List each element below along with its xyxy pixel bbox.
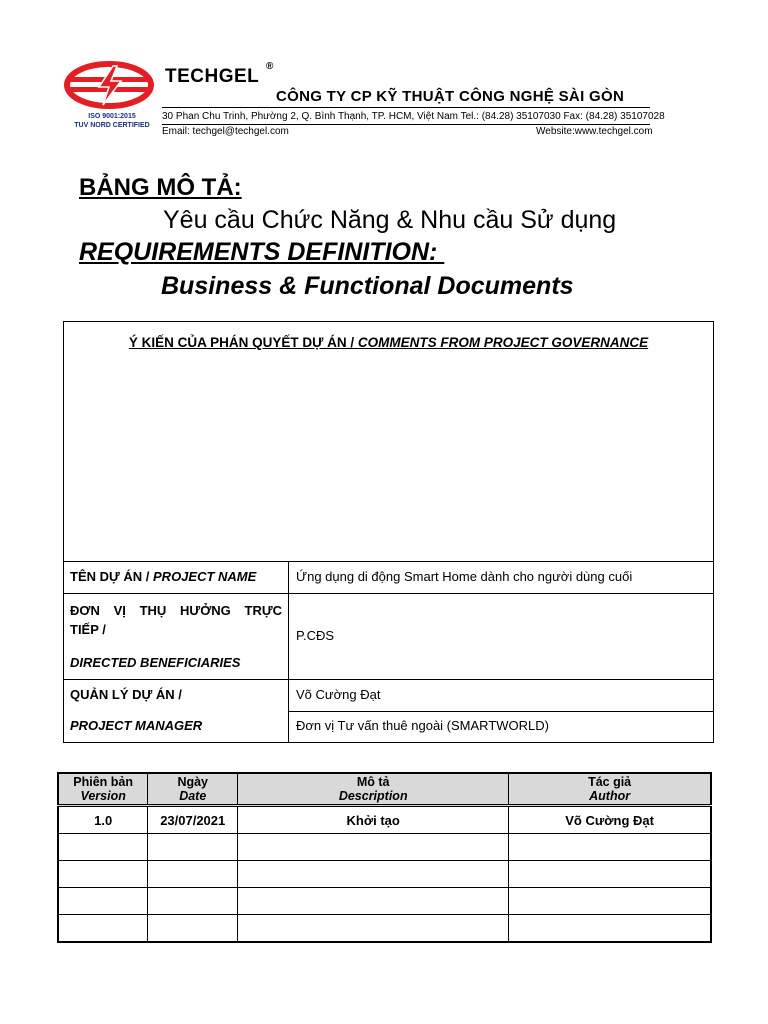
- governance-comment-box: [63, 321, 714, 562]
- subtitle-vi: Yêu cầu Chức Năng & Nhu cầu Sử dụng: [163, 206, 617, 234]
- table-row-empty: [58, 834, 711, 861]
- cell-description: Khởi tạo: [238, 806, 509, 834]
- header-author-en: Author: [589, 789, 631, 803]
- header-divider-2: [162, 124, 650, 125]
- beneficiary-label-vi-line1: ĐƠN VỊ THỤ HƯỞNG TRỰC: [70, 603, 282, 618]
- iso-cert-line: ISO 9001:2015: [88, 113, 136, 120]
- project-name-value: Ứng dụng di động Smart Home dành cho người dùng cuối: [296, 569, 633, 584]
- manager-value: Võ Cường Đạt: [296, 687, 381, 702]
- header-description: [238, 773, 509, 806]
- company-email: Email: techgel@techgel.com: [162, 126, 289, 137]
- manager-label-vi: QUẢN LÝ DỰ ÁN /: [70, 687, 182, 702]
- header-description-vi: Mô tả: [356, 775, 390, 789]
- header-date: [148, 773, 238, 806]
- version-history-table: [57, 772, 712, 943]
- company-address: 30 Phan Chu Trinh, Phường 2, Q. Bình Thạnh, TP. HCM, Việt Nam Tel.: (84.28) 35107030 Fax: (84.28) 35107028: [162, 111, 665, 122]
- techgel-logo-icon: [63, 60, 155, 110]
- header-date-en: Date: [179, 789, 207, 803]
- cell-author: Võ Cường Đạt: [509, 806, 711, 834]
- beneficiary-value-cell: [288, 593, 714, 680]
- governance-heading: [63, 335, 714, 350]
- tuv-cert-line: TUV NORD CERTIFIED: [74, 122, 150, 129]
- header-date-vi: Ngày: [177, 775, 209, 789]
- table-row: [58, 806, 711, 834]
- header-author: [509, 773, 711, 806]
- project-name-label: [70, 569, 256, 584]
- header-version: [58, 773, 148, 806]
- beneficiary-label-en: DIRECTED BENEFICIARIES: [70, 655, 241, 670]
- table-row-empty: [58, 888, 711, 915]
- header-author-vi: Tác giả: [588, 775, 632, 789]
- company-website: Website:www.techgel.com: [536, 126, 653, 137]
- header-description-en: Description: [338, 789, 408, 803]
- subtitle-en: Business & Functional Documents: [161, 272, 574, 300]
- manager-label-en: PROJECT MANAGER: [70, 718, 203, 733]
- company-name: CÔNG TY CP KỸ THUẬT CÔNG NGHỆ SÀI GÒN: [276, 88, 625, 105]
- cell-date: 23/07/2021: [148, 806, 238, 834]
- title-vi: BẢNG MÔ TẢ:: [79, 174, 242, 201]
- brand-name: TECHGEL: [165, 66, 260, 87]
- header-version-en: Version: [80, 789, 126, 803]
- cell-version: 1.0: [58, 806, 148, 834]
- governance-heading-en: COMMENTS FROM PROJECT GOVERNANCE: [357, 335, 649, 350]
- project-name-label-en: PROJECT NAME: [153, 569, 257, 584]
- table-row-empty: [58, 915, 711, 943]
- registered-mark: ®: [266, 61, 274, 72]
- governance-heading-vi: Ý KIẾN CỦA PHÁN QUYẾT DỰ ÁN /: [128, 335, 358, 350]
- table-header-row: [58, 773, 711, 806]
- manager-unit: Đơn vị Tư vấn thuê ngoài (SMARTWORLD): [296, 718, 549, 733]
- beneficiary-value: P.CĐS: [296, 628, 335, 643]
- header-divider: [162, 107, 650, 108]
- title-en: REQUIREMENTS DEFINITION:: [79, 238, 445, 266]
- project-name-label-vi: TÊN DỰ ÁN /: [70, 569, 154, 584]
- header-version-vi: Phiên bản: [73, 775, 134, 789]
- beneficiary-label-vi-line2: TIẾP /: [70, 622, 106, 637]
- table-row-empty: [58, 861, 711, 888]
